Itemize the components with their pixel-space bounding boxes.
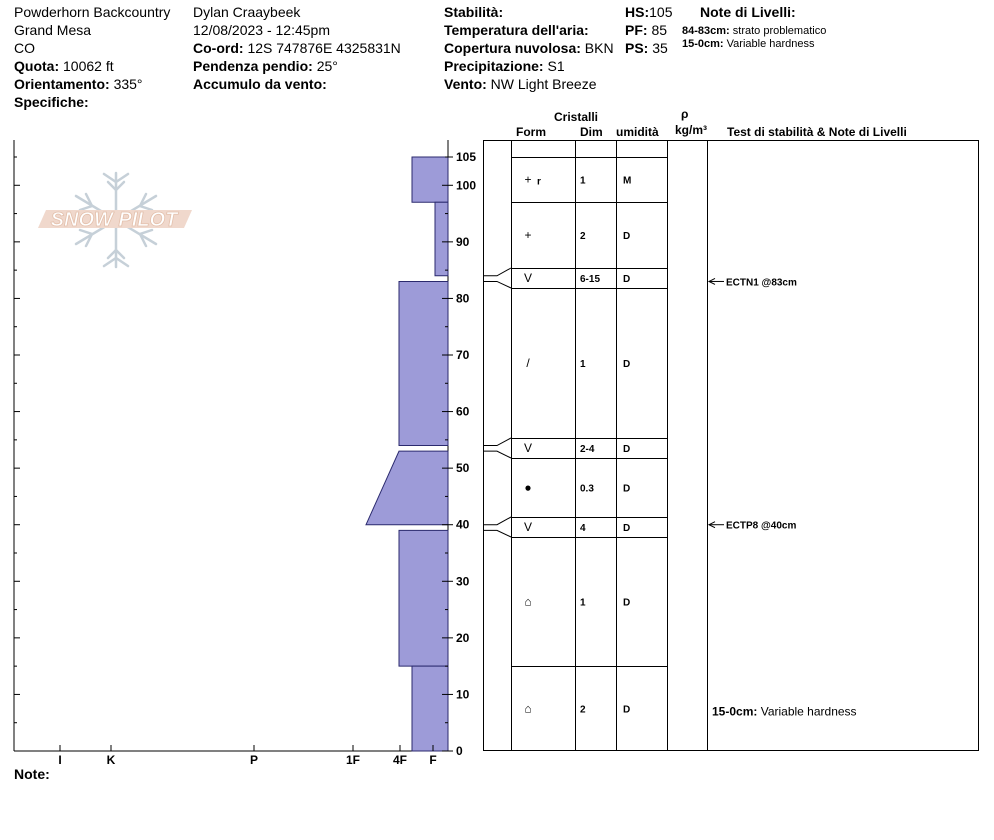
depth-label-70: 70 [456, 348, 470, 362]
depth-label-105: 105 [456, 150, 477, 164]
hardness-bar-3 [366, 451, 448, 525]
hardness-bar-2 [399, 281, 448, 445]
observer: Dylan Craaybeek [193, 4, 301, 20]
depth-connector-2 [483, 438, 511, 446]
moisture: D [623, 597, 631, 609]
grain-size: 2 [580, 704, 586, 716]
hardness-bar-0 [412, 157, 448, 202]
size-header: Dim [580, 125, 603, 139]
grain-form-icon: ⌂ [524, 701, 532, 716]
moisture: D [623, 274, 631, 285]
wind-label: Vento: [444, 76, 487, 92]
wind-value: NW Light Breeze [490, 76, 597, 92]
depth-connector-1 [483, 281, 511, 288]
grain-form-icon: ⌂ [524, 594, 532, 609]
depth-label-0: 0 [456, 744, 463, 758]
precip-value: S1 [547, 58, 565, 74]
layer-note-2-text: Variable hardness [726, 38, 815, 50]
pf-value: 85 [651, 22, 668, 38]
coord-value: 12S 747876E 4325831N [247, 40, 401, 56]
grain-form-icon: + [524, 228, 532, 242]
range: Grand Mesa [14, 22, 92, 38]
hardness-label-P: P [249, 753, 259, 767]
depth-connector-5 [483, 530, 511, 537]
stability-notes-header: Test di stabilità & Note di Livelli [727, 125, 907, 139]
depth-label-90: 90 [456, 234, 470, 249]
state: CO [14, 40, 35, 56]
stability-tests [709, 277, 797, 531]
depth-connector-3 [483, 451, 511, 458]
left-ticks [14, 157, 20, 751]
layer-note-1-text: strato problematico [732, 25, 827, 37]
layer-table-frame [484, 140, 979, 751]
stability-label: Stabilità: [444, 4, 504, 20]
grain-size: 1 [580, 359, 586, 370]
notes-label: Note: [14, 766, 50, 782]
cloud-value: BKN [584, 40, 614, 56]
hardness-label-F: F [429, 753, 437, 767]
slope-value: 25° [316, 58, 338, 74]
hardness-bar-4 [399, 530, 448, 666]
grain-form-icon: V [523, 441, 533, 455]
hardness-bar-5 [412, 666, 448, 751]
layer-depth-connectors [483, 268, 511, 537]
grain-form-sub: r [537, 176, 541, 188]
layer-comment-range: 15-0cm: [712, 704, 761, 719]
layer-comment-0 [712, 704, 857, 718]
moisture: M [623, 175, 632, 187]
elevation-value: 10062 ft [63, 58, 114, 74]
layer-rows [511, 158, 667, 716]
slope-label: Pendenza pendio: [193, 58, 313, 74]
grain-size: 4 [580, 523, 586, 534]
air-temp-label: Temperatura dell'aria: [444, 22, 589, 38]
grain-form-icon: ● [524, 480, 532, 495]
depth-label-20: 20 [456, 630, 470, 645]
depth-label-40: 40 [456, 517, 470, 532]
hardness-bars [366, 157, 448, 751]
grain-size: 0.3 [580, 483, 594, 495]
layer-notes-label: Note di Livelli: [700, 4, 796, 20]
layer-comments [712, 704, 857, 718]
grain-form-icon: / [526, 356, 530, 370]
stability-test-label-0: ECTN1 @83cm [726, 277, 797, 289]
grain-size: 2 [580, 231, 586, 242]
moisture: D [623, 359, 631, 370]
hardness-label-I: I [58, 753, 62, 767]
depth-label-10: 10 [456, 687, 470, 702]
depth-label-100: 100 [456, 178, 477, 193]
coord-label: Co-ord: [193, 40, 244, 56]
density-symbol: ρ [681, 107, 689, 121]
moisture: D [623, 704, 631, 716]
moisture: D [623, 444, 631, 455]
depth-label-50: 50 [456, 461, 470, 476]
depth-connector-0 [483, 268, 511, 276]
hardness-ticks [58, 745, 436, 767]
cloud-label: Copertura nuvolosa: [444, 40, 581, 56]
hs-label: HS: [625, 4, 650, 20]
layer-note-1-range: 84-83cm: [682, 25, 730, 37]
grain-size: 1 [580, 597, 586, 609]
ps-label: PS: [625, 40, 649, 56]
elevation-label: Quota: [14, 58, 60, 74]
aspect-label: Orientamento: [14, 76, 110, 92]
moisture: D [623, 231, 631, 242]
hs-value: 105 [649, 4, 673, 20]
grain-form-icon: V [523, 520, 533, 534]
specifics-label: Specifiche: [14, 94, 89, 110]
layer-comment-text: Variable hardness [760, 704, 857, 719]
grain-size: 2-4 [580, 444, 595, 455]
crystals-header: Cristalli [554, 110, 599, 124]
depth-label-60: 60 [456, 404, 470, 419]
layer-note-2-range: 15-0cm: [682, 38, 724, 50]
form-header: Form [516, 125, 546, 139]
datetime: 12/08/2023 - 12:45pm [193, 22, 330, 38]
pf-label: PF: [625, 22, 648, 38]
depth-connector-4 [483, 517, 511, 525]
depth-label-30: 30 [456, 574, 470, 589]
density-unit: kg/m³ [675, 123, 708, 137]
moisture-header: umidità [616, 125, 659, 139]
moisture: D [623, 523, 631, 534]
depth-label-80: 80 [456, 291, 470, 306]
hardness-label-K: K [106, 753, 116, 767]
aspect-value: 335° [113, 76, 143, 92]
precip-label: Precipitazione: [444, 58, 544, 74]
location: Powderhorn Backcountry [14, 4, 171, 20]
wind-loading-label: Accumulo da vento: [193, 76, 327, 92]
hardness-plot-frame [14, 140, 448, 751]
grain-form-icon: + [524, 172, 532, 187]
hardness-label-4F: 4F [392, 753, 408, 767]
grain-size: 6-15 [580, 274, 601, 285]
hardness-label-1F: 1F [345, 753, 361, 767]
logo-text: SNOW PILOT [50, 209, 178, 231]
moisture: D [623, 483, 631, 495]
grain-form-icon: V [523, 271, 533, 285]
ps-value: 35 [652, 40, 668, 56]
stability-test-label-1: ECTP8 @40cm [726, 520, 797, 532]
grain-size: 1 [580, 175, 586, 187]
